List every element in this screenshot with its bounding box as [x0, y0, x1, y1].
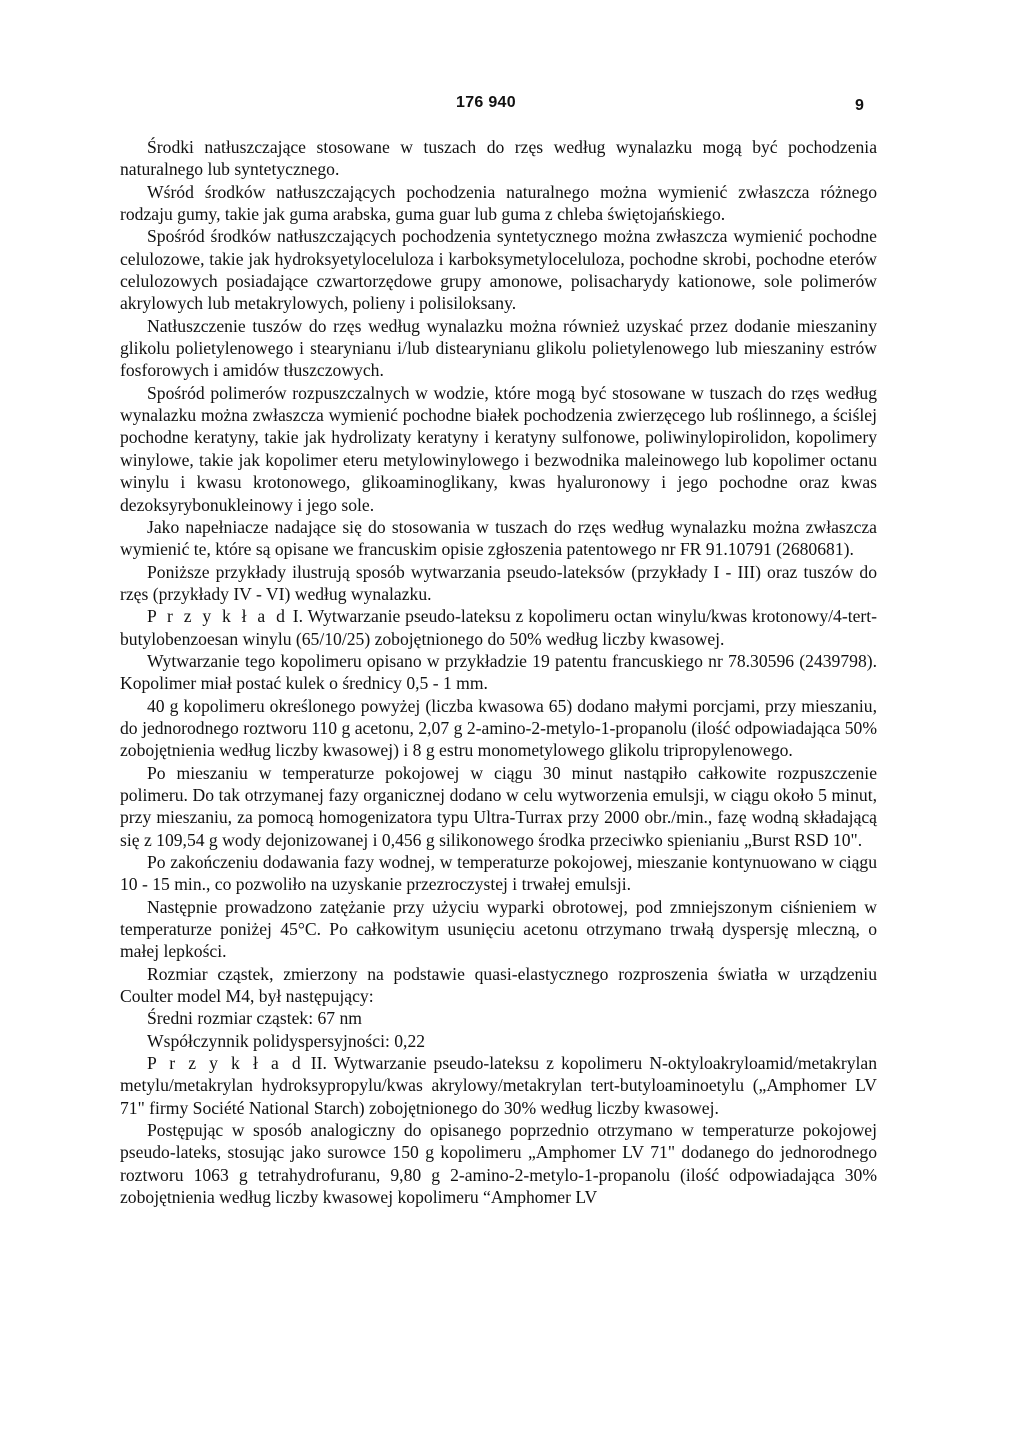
example-title: I. Wytwarzanie pseudo-lateksu z kopolimeru octan winylu/kwas krotonowy/4-tert-butylobenzoesan winylu (65/10/25) zobojętnionego do 50% według liczby kwasowej. — [120, 606, 877, 649]
example-label: P r z y k ł a d — [147, 606, 288, 627]
example-heading — [120, 1052, 877, 1119]
paragraph: Postępując w sposób analogiczny do opisanego poprzednio otrzymano w temperaturze pokojowej pseudo-lateks, stosując jako surowce 150 g kopolimeru „Amphomer LV 71" dodanego do jednorodnego roztworu 1063 g tetrahydrofuranu, 9,80 g 2-amino-2-metylo-1-propanolu (ilość odpowiadająca 30% zobojętnienia według liczby kwasowej kopolimeru “Amphomer LV — [120, 1120, 877, 1208]
paragraph: Spośród polimerów rozpuszczalnych w wodzie, które mogą być stosowane w tuszach do rzęs według wynalazku można zwłaszcza wymienić pochodne białek pochodzenia zwierzęcego lub roślinnego, a ściślej pochodne keratyny, takie jak hydrolizaty keratyny i keratyny sulfonowe, poliwinylopirolidon, kopolimery winylowe, takie jak kopolimer eteru metylowinylowego i bezwodnika maleinowego lub kopolimer octanu winylu i kwasu krotonowego, glikoaminoglikany, kwas hyaluronowy i jego pochodne oraz kwas dezoksyrybonukleinowy i jego sole. — [120, 382, 877, 515]
paragraph: Rozmiar cząstek, zmierzony na podstawie quasi-elastycznego rozproszenia światła w urządzeniu Coulter model M4, był następujący: — [120, 963, 877, 1007]
paragraph: Środki natłuszczające stosowane w tuszach do rzęs według wynalazku mogą być pochodzenia naturalnego lub syntetycznego. — [120, 137, 877, 180]
paragraph: Wśród środków natłuszczających pochodzenia naturalnego można wymienić zwłaszcza różnego rodzaju gumy, takie jak guma arabska, guma guar lub guma z chleba świętojańskiego. — [120, 181, 877, 225]
page-header — [0, 94, 1024, 118]
example-title: II. Wytwarzanie pseudo-lateksu z kopolimeru N-oktyloakryloamid/metakrylan metylu/metakrylan hydroksypropylu/kwas akrylowy/metakrylan tert-butyloaminoetylu („Amphomer LV 71" firmy Société National Starch) zobojętnionego do 30% według liczby kwasowej. — [120, 1053, 877, 1118]
measurement-line: Współczynnik polidyspersyjności: 0,22 — [147, 1030, 426, 1051]
measurement-line: Średni rozmiar cząstek: 67 nm — [147, 1008, 362, 1029]
paragraph: Jako napełniacze nadające się do stosowania w tuszach do rzęs według wynalazku można zwłaszcza wymienić te, które są opisane we francuskim opisie zgłoszenia patentowego nr FR 91.10791 (2680681). — [120, 516, 877, 560]
paragraph: Wytwarzanie tego kopolimeru opisano w przykładzie 19 patentu francuskiego nr 78.30596 (2439798). Kopolimer miał postać kulek o średnicy 0,5 - 1 mm. — [120, 650, 877, 694]
paragraph: Poniższe przykłady ilustrują sposób wytwarzania pseudo-lateksów (przykłady I - III) oraz tuszów do rzęs (przykłady IV - VI) według wynalazku. — [120, 561, 877, 604]
patent-number: 176 940 — [456, 94, 516, 111]
example-heading — [120, 605, 877, 650]
paragraph: Natłuszczenie tuszów do rzęs według wynalazku można również uzyskać przez dodanie mieszaniny glikolu polietylenowego i stearynianu i/lub distearynianu glikolu polietylenowego lub mieszaniny estrów fosforowych i amidów tłuszczowych. — [120, 315, 877, 381]
paragraph: 40 g kopolimeru określonego powyżej (liczba kwasowa 65) dodano małymi porcjami, przy mieszaniu, do jednorodnego roztworu 110 g acetonu, 2,07 g 2-amino-2-metylo-1-propanolu (ilość odpowiadająca 50% zobojętnienia według liczby kwasowej) i 8 g estru monometylowego glikolu tripropylenowego. — [120, 695, 877, 761]
paragraph: Po zakończeniu dodawania fazy wodnej, w temperaturze pokojowej, mieszanie kontynuowano w ciągu 10 - 15 min., co pozwoliło na uzyskanie przezroczystej i trwałej emulsji. — [120, 852, 877, 895]
paragraph: Po mieszaniu w temperaturze pokojowej w ciągu 30 minut nastąpiło całkowite rozpuszczenie polimeru. Do tak otrzymanej fazy organicznej dodano w celu wytworzenia emulsji, w ciągu około 5 minut, przy mieszaniu, za pomocą homogenizatora typu Ultra-Turrax przy 2000 obr./min., fazę wodną składającą się z 109,54 g wody dejonizowanej i 0,456 g silikonowego środka przeciwko spienianiu „Burst RSD 10". — [120, 762, 877, 850]
page-number: 9 — [855, 97, 864, 114]
paragraph: Następnie prowadzono zatężanie przy użyciu wyparki obrotowej, pod zmniejszonym ciśnieniem w temperaturze poniżej 45°C. Po całkowitym usunięciu acetonu otrzymano trwałą dyspersję mleczną, o małej lepkości. — [120, 896, 877, 962]
paragraph: Spośród środków natłuszczających pochodzenia syntetycznego można zwłaszcza wymienić pochodne celulozowe, takie jak hydroksyetyloceluloza i karboksymetyloceluloza, pochodne skrobi, pochodne eterów celulozowych posiadające czwartorzędowe grupy amonowe, polisacharydy kationowe, sole polimerów akrylowych lub metakrylowych, polieny i polisiloksany. — [120, 226, 877, 314]
document-body — [120, 136, 877, 1209]
example-label: P r z y k ł a d — [147, 1053, 304, 1074]
